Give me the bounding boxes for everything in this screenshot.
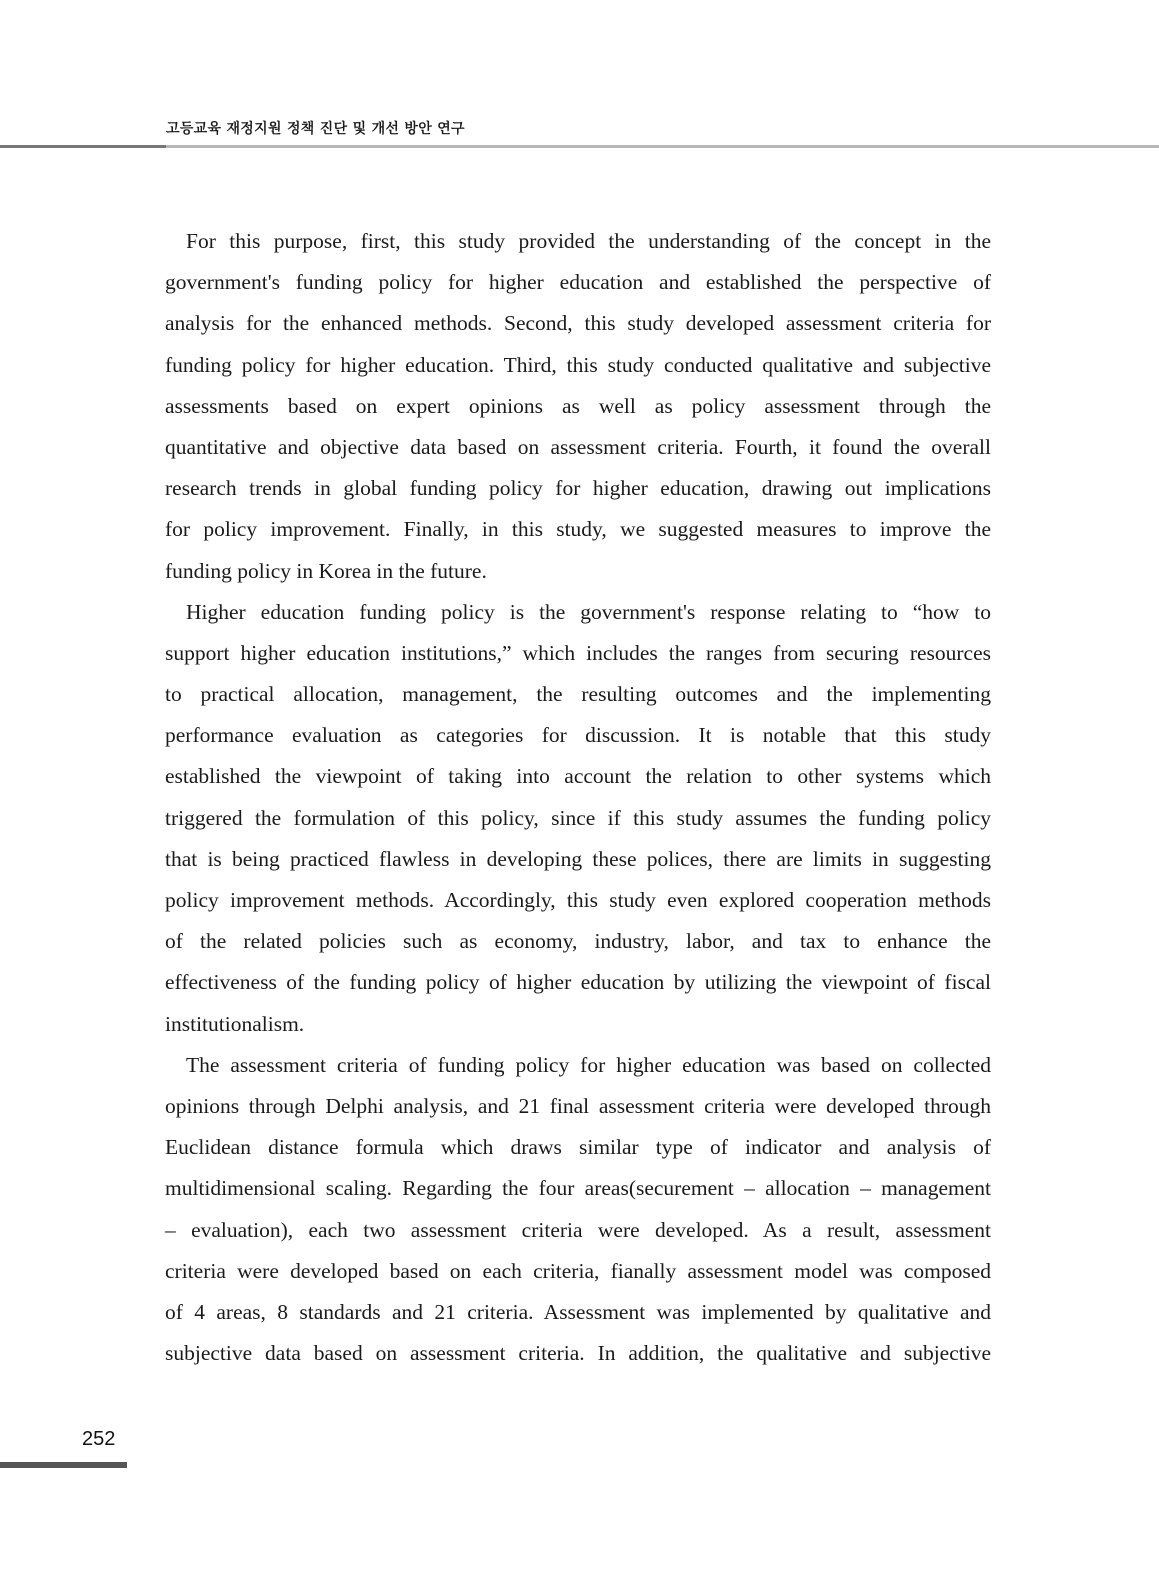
text-line: Higher education funding policy is the government's response relating to “how to [186, 599, 991, 624]
text-line: analysis for the enhanced methods. Second, this study developed assessment criteria for [165, 311, 991, 336]
text-line: subjective data based on assessment criteria. In addition, the qualitative and subjective [165, 1341, 991, 1366]
text-line: – evaluation), each two assessment criteria were developed. As a result, assessment [165, 1217, 991, 1242]
paragraph-1 [165, 221, 991, 592]
text-line: funding policy for higher education. Third, this study conducted qualitative and subjective [165, 352, 991, 377]
text-line: assessments based on expert opinions as well as policy assessment through the [165, 393, 991, 418]
text-line: support higher education institutions,” which includes the ranges from securing resources [165, 640, 991, 665]
text-line: policy improvement methods. Accordingly, this study even explored cooperation methods [165, 888, 991, 912]
text-line: research trends in global funding policy for higher education, drawing out implications [165, 476, 991, 501]
page-number: 252 [82, 1428, 116, 1450]
text-line: of the related policies such as economy, industry, labor, and tax to enhance the [165, 929, 991, 954]
text-line: triggered the formulation of this policy, since if this study assumes the funding policy [165, 805, 991, 830]
text-line: for policy improvement. Finally, in this study, we suggested measures to improve the [165, 517, 991, 542]
text-line: government's funding policy for higher education and established the perspective of [165, 270, 991, 295]
text-line: For this purpose, first, this study provided the understanding of the concept in the [186, 229, 991, 253]
text-line: effectiveness of the funding policy of higher education by utilizing the viewpoint of fiscal [165, 970, 991, 995]
text-line: multidimensional scaling. Regarding the four areas(securement – allocation – management [165, 1176, 991, 1201]
running-header: 고등교육 재정지원 정책 진단 및 개선 방안 연구 [166, 121, 465, 137]
text-line: established the viewpoint of taking into account the relation to other systems which [165, 764, 991, 789]
text-line: of 4 areas, 8 standards and 21 criteria. Assessment was implemented by qualitative and [165, 1299, 991, 1324]
text-line: Euclidean distance formula which draws similar type of indicator and analysis of [165, 1135, 991, 1160]
paragraph-2 [165, 592, 991, 1045]
body-text [165, 221, 991, 1374]
header-rule-light [166, 145, 1159, 148]
text-line: institutionalism. [165, 1011, 305, 1036]
text-line: to practical allocation, management, the resulting outcomes and the implementing [165, 682, 991, 707]
paragraph-3 [165, 1045, 991, 1375]
text-line: The assessment criteria of funding policy for higher education was based on collected [186, 1052, 991, 1077]
text-line: criteria were developed based on each criteria, fianally assessment model was composed [165, 1258, 991, 1283]
header-rule-dark [0, 145, 166, 148]
text-line: that is being practiced flawless in developing these polices, there are limits in suggesting [165, 846, 991, 871]
footer-rule [0, 1462, 127, 1468]
text-line: funding policy in Korea in the future. [165, 558, 487, 583]
text-line: performance evaluation as categories for discussion. It is notable that this study [165, 723, 991, 748]
text-line: quantitative and objective data based on assessment criteria. Fourth, it found the overall [165, 434, 991, 459]
text-line: opinions through Delphi analysis, and 21 final assessment criteria were developed through [165, 1093, 991, 1118]
